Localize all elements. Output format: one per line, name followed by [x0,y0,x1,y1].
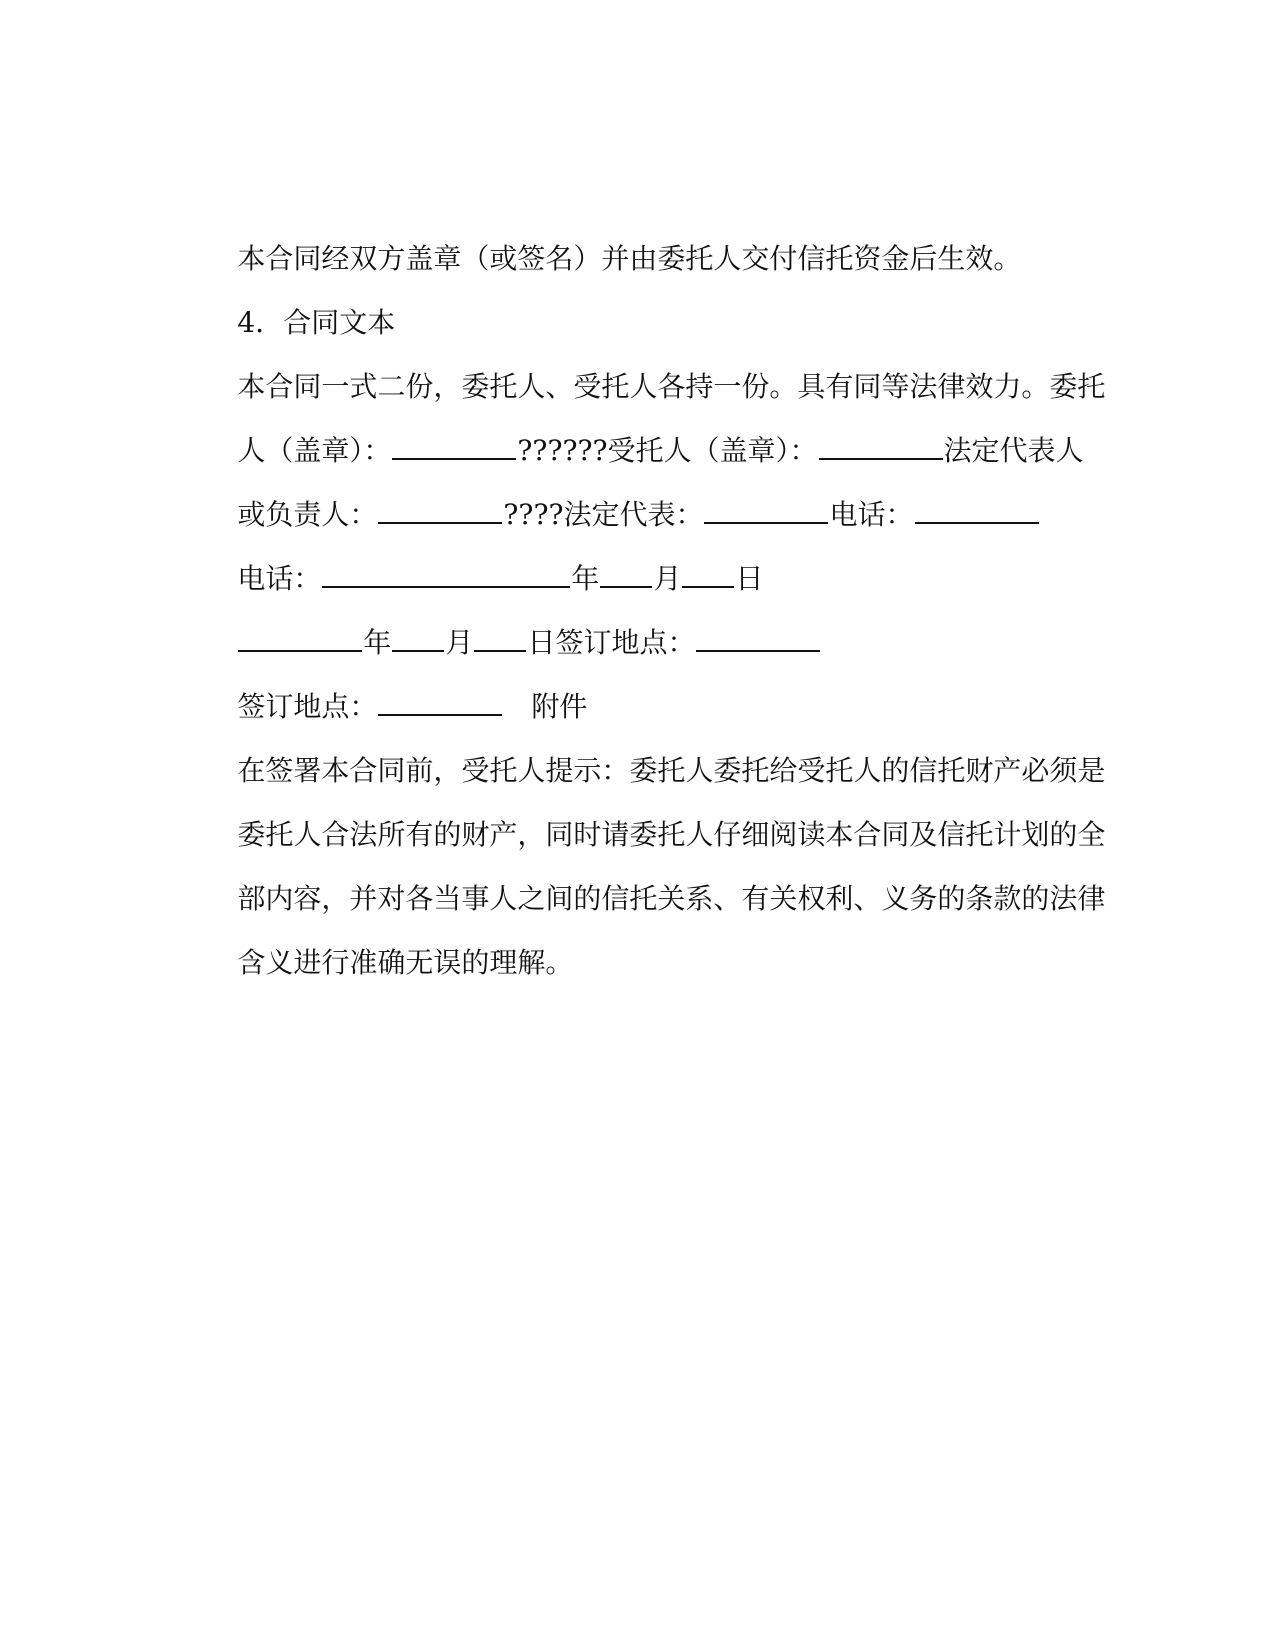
effective-clause-text: 本合同经双方盖章（或签名）并由委托人交付信托资金后生效。 [237,242,1022,275]
trustor-seal-blank [392,436,516,460]
phone2-label: 电话： [237,562,322,595]
notice-text-1: 在签署本合同前，受托人提示：委托人委托给受托人的信托财产必须是 [237,754,1106,787]
phone-blank [915,500,1039,524]
legal-rep2-blank [704,500,828,524]
signing-place-blank [696,628,820,652]
signing-place-label: 日签订地点： [527,626,696,659]
section-number: 4． [237,306,284,339]
responsible-person-blank [378,500,502,524]
phone2-blank [322,564,570,588]
day2-blank [474,628,526,652]
trustor-seal-label: 人（盖章）： [237,434,392,467]
document-body [184,163,1106,979]
phone-label: 电话： [829,498,914,531]
trustee-seal-blank [819,436,943,460]
day-blank [682,564,734,588]
notice-text-3: 部内容，并对各当事人之间的信托关系、有关权利、义务的条款的法律 [237,882,1106,915]
responsible-person-label: 或负责人： [237,498,378,531]
attachment-heading: 附件 [531,690,588,723]
month-label: 月 [653,562,682,595]
notice-text-4: 含义进行准确无误的理解。 [237,946,574,979]
copies-clause-text: 本合同一式二份，委托人、受托人各持一份。具有同等法律效力。委托 [237,370,1106,403]
signing-place2-label: 签订地点： [237,690,378,723]
legal-rep-label: 法定代表人 [943,434,1084,467]
notice-text-2: 委托人合法所有的财产，同时请委托人仔细阅读本合同及信托计划的全 [237,818,1106,851]
section-title: 合同文本 [283,306,396,339]
year-label: 年 [571,562,600,595]
year2-label: 年 [363,626,392,659]
effective-clause [184,163,1094,275]
month2-blank [392,628,444,652]
trustee-seal-label: ??????受托人（盖章）： [517,434,818,467]
legal-rep2-label: ????法定代表： [503,498,704,531]
year2-blank [238,628,362,652]
day-label: 日 [735,562,764,595]
signing-place2-blank [378,692,502,716]
month-blank [600,564,652,588]
month2-label: 月 [445,626,474,659]
